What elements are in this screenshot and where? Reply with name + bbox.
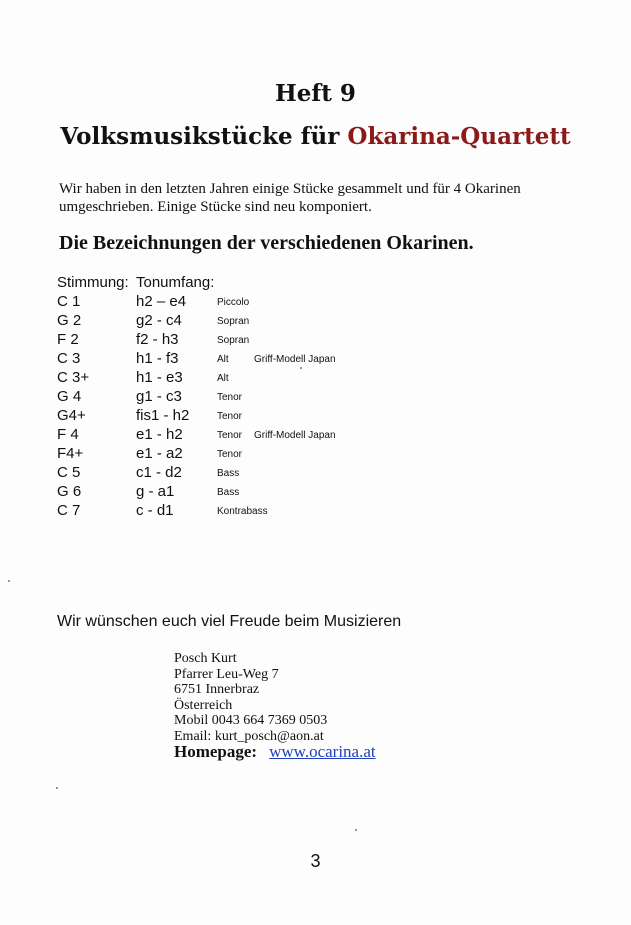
section-heading: Die Bezeichnungen der verschiedenen Okarinen. xyxy=(59,232,474,254)
table-row xyxy=(57,311,577,330)
scan-speck xyxy=(8,580,10,582)
range-cell: g1 - c3 xyxy=(136,388,182,405)
table-row xyxy=(57,425,577,444)
tuning-cell: G 6 xyxy=(57,483,82,500)
intro-paragraph xyxy=(59,180,579,216)
note-cell: Griff-Modell Japan xyxy=(254,354,336,365)
tuning-cell: F 4 xyxy=(57,426,79,443)
voice-cell: Bass xyxy=(217,487,240,498)
range-cell: e1 - h2 xyxy=(136,426,183,443)
range-cell: f2 - h3 xyxy=(136,331,179,348)
tuning-cell: C 3 xyxy=(57,350,81,367)
closing-wish: Wir wünschen euch viel Freude beim Musizieren xyxy=(57,613,402,630)
table-row xyxy=(57,444,577,463)
homepage-label: Homepage: xyxy=(174,742,258,761)
tuning-cell: G 4 xyxy=(57,388,82,405)
contact-city: 6751 Innerbraz xyxy=(174,682,260,697)
voice-cell: Tenor xyxy=(217,411,243,422)
homepage-link[interactable]: www.ocarina.at xyxy=(269,742,376,761)
range-cell: h1 - f3 xyxy=(136,350,179,367)
range-cell: fis1 - h2 xyxy=(136,407,190,424)
tuning-cell: G4+ xyxy=(57,407,86,424)
intro-line-1: Wir haben in den letzten Jahren einige Stücke gesammelt und für 4 Okarinen xyxy=(59,181,521,197)
table-row xyxy=(57,330,577,349)
main-heading xyxy=(0,123,631,150)
range-cell: h2 – e4 xyxy=(136,293,187,310)
tuning-cell: C 3+ xyxy=(57,369,90,386)
contact-street: Pfarrer Leu-Weg 7 xyxy=(174,666,279,682)
range-cell: e1 - a2 xyxy=(136,445,183,462)
intro-line-2: umgeschrieben. Einige Stücke sind neu komponiert. xyxy=(59,199,372,215)
table-row xyxy=(57,292,577,311)
column-header-stimmung: Stimmung: xyxy=(57,274,129,291)
tuning-cell: F 2 xyxy=(57,331,79,348)
table-row xyxy=(57,482,577,501)
booklet-number-title: Heft 9 xyxy=(275,80,356,107)
table-row xyxy=(57,501,577,520)
range-cell: h1 - e3 xyxy=(136,369,183,386)
contact-country: Österreich xyxy=(174,697,233,713)
contact-block xyxy=(174,651,327,744)
range-cell: g - a1 xyxy=(136,483,175,500)
table-row xyxy=(57,368,577,387)
tuning-cell: G 2 xyxy=(57,312,82,329)
main-heading-accent: Okarina-Quartett xyxy=(347,123,571,150)
table-row xyxy=(57,463,577,482)
voice-cell: Alt xyxy=(217,373,229,384)
page-number: 3 xyxy=(310,851,321,871)
tuning-cell: F4+ xyxy=(57,445,84,462)
main-heading-prefix: Volksmusikstücke für xyxy=(60,123,348,150)
voice-cell: Alt xyxy=(217,354,229,365)
tuning-cell: C 1 xyxy=(57,293,81,310)
contact-name: Posch Kurt xyxy=(174,651,237,666)
range-cell: c - d1 xyxy=(136,502,174,519)
voice-cell: Sopran xyxy=(217,316,250,327)
contact-email: Email: kurt_posch@aon.at xyxy=(174,728,324,744)
voice-cell: Tenor xyxy=(217,449,243,460)
table-row xyxy=(57,387,577,406)
voice-cell: Piccolo xyxy=(217,297,250,308)
note-cell: Griff-Modell Japan xyxy=(254,430,336,441)
homepage-line xyxy=(174,742,376,762)
ocarina-table xyxy=(57,292,577,520)
range-cell: c1 - d2 xyxy=(136,464,182,481)
voice-cell: Bass xyxy=(217,468,240,479)
voice-cell: Tenor xyxy=(217,392,243,403)
tuning-cell: C 5 xyxy=(57,464,81,481)
voice-cell: Sopran xyxy=(217,335,250,346)
scan-speck xyxy=(355,829,357,831)
voice-cell: Kontrabass xyxy=(217,506,268,517)
scan-speck xyxy=(300,367,302,369)
scan-speck xyxy=(56,787,58,789)
tuning-cell: C 7 xyxy=(57,502,81,519)
voice-cell: Tenor xyxy=(217,430,243,441)
range-cell: g2 - c4 xyxy=(136,312,182,329)
column-header-tonumfang: Tonumfang: xyxy=(136,274,215,291)
contact-mobile: Mobil 0043 664 7369 0503 xyxy=(174,713,328,728)
table-row xyxy=(57,349,577,368)
table-row xyxy=(57,406,577,425)
